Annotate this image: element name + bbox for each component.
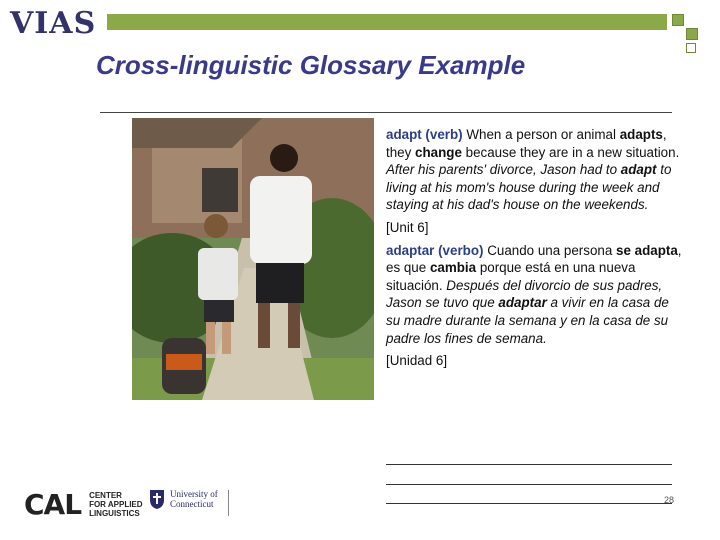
- example-text: Después del divorcio de sus padres, Jason se tuvo que adaptar a vivir en la casa de su madre durante la semana y en la casa de su padre los fines de semana.: [386, 277, 669, 346]
- glossary-entry-spanish: [386, 242, 686, 348]
- definition-text: because they are in a new situation.: [461, 144, 680, 160]
- keyword: se adapta: [616, 242, 678, 258]
- definition-text: , es que: [386, 242, 682, 276]
- uconn-logo: [148, 488, 218, 510]
- unit-label-english: [Unit 6]: [386, 219, 429, 235]
- blank-line: [386, 503, 672, 504]
- decor-square: [686, 28, 698, 40]
- glossary-entry-english: [386, 126, 686, 214]
- definition-text: porque está en una nueva situación.: [386, 260, 636, 293]
- keyword: adaptar: [498, 295, 547, 311]
- cal-logo: [24, 488, 143, 521]
- example-text: After his parents' divorce, Jason had to adapt to living at his mom's house during the week and staying at his dad's house on the weekends.: [386, 162, 672, 213]
- header-bar: [107, 14, 667, 30]
- definition-text: Cuando una persona: [483, 242, 617, 258]
- page-number: 28: [664, 495, 675, 505]
- cal-logo-text: CENTER FOR APPLIED LINGUISTICS: [89, 491, 143, 518]
- page-title: Cross-linguistic Glossary Example: [96, 50, 526, 80]
- headword-english: adapt (verb): [386, 127, 463, 142]
- definition-text: , they: [386, 127, 667, 160]
- keyword: cambia: [429, 260, 477, 276]
- definition-text: When a person or animal: [466, 127, 620, 142]
- decor-square: [686, 43, 696, 53]
- brand-logo: VIAS: [10, 6, 97, 41]
- unit-label-spanish: [Unidad 6]: [386, 353, 448, 369]
- photo-father-son-walking: [132, 118, 374, 400]
- keyword: adapt: [620, 162, 657, 178]
- logo-divider: [228, 490, 229, 516]
- keyword: adapts: [619, 127, 663, 142]
- blank-line: [386, 464, 672, 465]
- uconn-crest-icon: [148, 488, 166, 510]
- cal-logo-letters: CAL: [24, 488, 82, 521]
- decor-square: [672, 14, 684, 26]
- keyword: change: [415, 144, 462, 160]
- title-divider: [100, 112, 672, 113]
- glossary-entries: [386, 126, 686, 375]
- blank-line: [386, 484, 672, 485]
- uconn-logo-text: University of Connecticut: [170, 489, 218, 509]
- headword-spanish: adaptar (verbo): [386, 242, 484, 258]
